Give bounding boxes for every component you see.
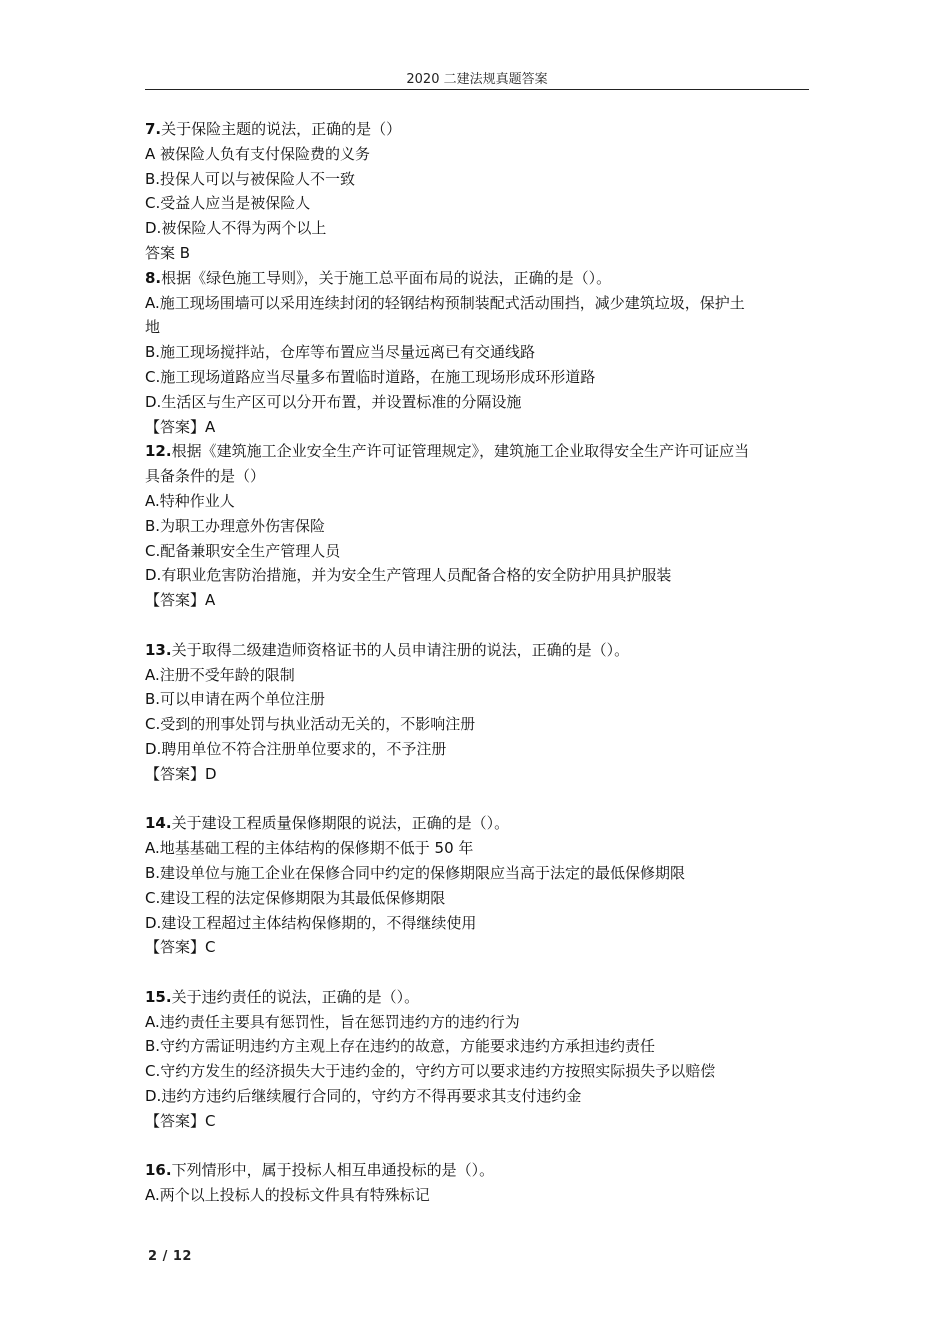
option-c: C.受到的刑事处罚与执业活动无关的，不影响注册: [145, 715, 476, 734]
question-16: [145, 1158, 815, 1208]
option-a-continued: 地: [145, 318, 161, 337]
document-body: [145, 117, 815, 1208]
question-number: 7.: [145, 120, 162, 138]
option-a: A.两个以上投标人的投标文件具有特殊标记: [145, 1186, 430, 1205]
option-b: B.建设单位与施工企业在保修合同中约定的保修期限应当高于法定的最低保修期限: [145, 863, 686, 882]
question-12: [145, 439, 815, 613]
question-14: [145, 811, 815, 960]
answer: 【答案】A: [145, 417, 216, 436]
question-stem: 16.下列情形中，属于投标人相互串通投标的是（）。: [145, 1161, 495, 1180]
option-b: B.为职工办理意外伤害保险: [145, 516, 326, 535]
question-number: 13.: [145, 640, 172, 659]
question-stem: 14.关于建设工程质量保修期限的说法，正确的是（）。: [145, 814, 510, 833]
option-d: D.违约方违约后继续履行合同的，守约方不得再要求其支付违约金: [145, 1087, 582, 1106]
option-a: A.违约责任主要具有惩罚性，旨在惩罚违约方的违约行为: [145, 1012, 520, 1031]
option-a: A.地基基础工程的主体结构的保修期不低于 50 年: [145, 839, 474, 858]
option-d: D.生活区与生产区可以分开布置，并设置标准的分隔设施: [145, 392, 522, 411]
question-stem: 7.关于保险主题的说法，正确的是（）: [145, 120, 402, 138]
question-number: 16.: [145, 1161, 172, 1180]
question-stem-continued: 具备条件的是（）: [145, 467, 266, 486]
header-title: 2020 二建法规真题答案: [406, 72, 548, 87]
option-b: B.可以申请在两个单位注册: [145, 690, 326, 709]
question-stem: 13.关于取得二级建造师资格证书的人员申请注册的说法，正确的是（）。: [145, 640, 630, 659]
question-number: 8.: [145, 268, 162, 287]
option-a: A.特种作业人: [145, 491, 235, 510]
page-header: [145, 72, 809, 90]
option-d: D.被保险人不得为两个以上: [145, 219, 327, 238]
answer: 【答案】C: [145, 1111, 216, 1130]
question-13: [145, 638, 815, 787]
option-c: C.配备兼职安全生产管理人员: [145, 541, 341, 560]
question-stem: 8.根据《绿色施工导则》，关于施工总平面布局的说法，正确的是（）。: [145, 268, 612, 287]
answer: 答案 B: [145, 243, 191, 262]
question-number: 12.: [145, 442, 172, 461]
question-number: 14.: [145, 814, 172, 833]
option-c: C.施工现场道路应当尽量多布置临时道路，在施工现场形成环形道路: [145, 367, 596, 386]
option-a: A.注册不受年龄的限制: [145, 665, 295, 684]
option-c: C.守约方发生的经济损失大于违约金的，守约方可以要求违约方按照实际损失予以赔偿: [145, 1062, 716, 1081]
question-8: [145, 266, 815, 440]
option-b: B.守约方需证明违约方主观上存在违约的故意，方能要求违约方承担违约责任: [145, 1037, 656, 1056]
option-c: C.建设工程的法定保修期限为其最低保修期限: [145, 888, 446, 907]
question-stem: 12.根据《建筑施工企业安全生产许可证管理规定》，建筑施工企业取得安全生产许可证应当: [145, 442, 750, 461]
option-a: A.施工现场围墙可以采用连续封闭的轻钢结构预制装配式活动围挡，减少建筑垃圾，保护土: [145, 293, 745, 312]
option-a: A 被保险人负有支付保险费的义务: [145, 144, 371, 163]
option-c: C.受益人应当是被保险人: [145, 194, 311, 213]
page-number: [148, 1249, 192, 1264]
option-d: D.有职业危害防治措施，并为安全生产管理人员配备合格的安全防护用具护服装: [145, 566, 672, 585]
option-d: D.建设工程超过主体结构保修期的，不得继续使用: [145, 913, 477, 932]
question-number: 15.: [145, 987, 172, 1006]
answer: 【答案】D: [145, 764, 217, 783]
question-stem: 15.关于违约责任的说法，正确的是（）。: [145, 987, 420, 1006]
option-b: B.投保人可以与被保险人不一致: [145, 169, 356, 188]
option-b: B.施工现场搅拌站，仓库等布置应当尽量远离已有交通线路: [145, 343, 536, 362]
page-indicator: 2 / 12: [148, 1249, 192, 1264]
question-7: [145, 117, 815, 266]
question-15: [145, 985, 815, 1134]
option-d: D.聘用单位不符合注册单位要求的，不予注册: [145, 739, 447, 758]
header-divider: [145, 89, 809, 90]
answer: 【答案】C: [145, 938, 216, 957]
answer: 【答案】A: [145, 591, 216, 610]
